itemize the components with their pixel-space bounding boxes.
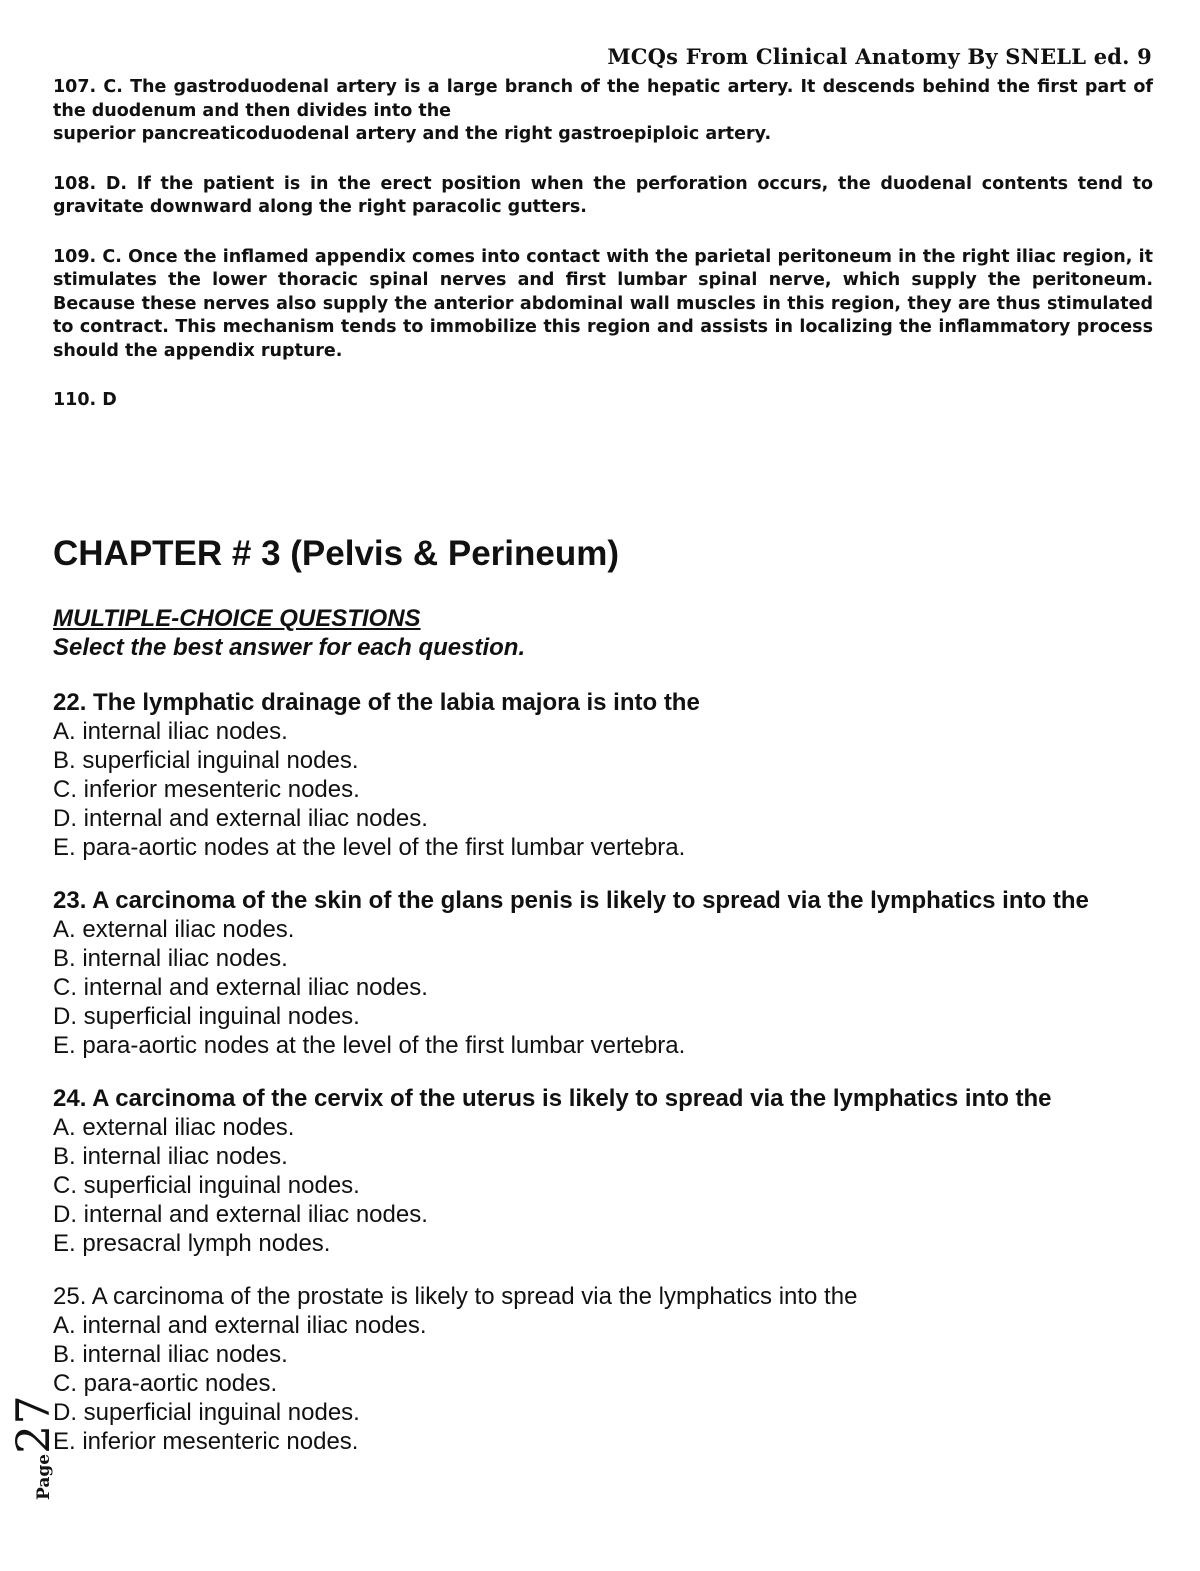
answer-108: 108. D. If the patient is in the erect position when the perforation occurs, the duodenal contents tend to gravitate downward along the right paracolic gutters. (53, 173, 1153, 217)
chapter-title: CHAPTER # 3 (Pelvis & Perineum) (53, 534, 619, 573)
option-b: B. superficial inguinal nodes. (53, 747, 359, 774)
option-e: E. para-aortic nodes at the level of the first lumbar vertebra. (53, 1032, 686, 1059)
question-24 (53, 1084, 1163, 1258)
option-a: A. external iliac nodes. (53, 916, 295, 943)
option-d: D. superficial inguinal nodes. (53, 1003, 360, 1030)
page-number: 27 (6, 1395, 60, 1454)
option-a: A. internal iliac nodes. (53, 718, 288, 745)
mcq-heading: MULTIPLE-CHOICE QUESTIONS (53, 605, 421, 632)
option-c: C. inferior mesenteric nodes. (53, 776, 360, 803)
mcq-heading-block (53, 604, 525, 662)
option-e: E. inferior mesenteric nodes. (53, 1428, 359, 1455)
question-stem: 24. A carcinoma of the cervix of the uterus is likely to spread via the lymphatics into the (53, 1085, 1052, 1112)
option-d: D. internal and external iliac nodes. (53, 805, 428, 832)
option-e: E. para-aortic nodes at the level of the first lumbar vertebra. (53, 834, 686, 861)
running-header: MCQs From Clinical Anatomy By SNELL ed. 9 (607, 44, 1152, 69)
answer-109: 109. C. Once the inflamed appendix comes into contact with the parietal peritoneum in the right iliac region, it stimulates the lower thoracic spinal nerves and first lumbar spinal nerve, which supply the peritoneum. Because these nerves also supply the anterior abdominal wall muscles in this region, they are thus stimulated to contract. This mechanism tends to immobilize this region and assists in localizing the inflammatory process should the appendix rupture. (53, 246, 1153, 361)
answer-text-continued: superior pancreaticoduodenal artery and the right gastroepiploic artery. (53, 124, 772, 144)
question-list (53, 688, 1163, 1480)
question-23 (53, 886, 1163, 1060)
option-b: B. internal iliac nodes. (53, 1341, 288, 1368)
option-c: C. para-aortic nodes. (53, 1370, 278, 1397)
option-a: A. external iliac nodes. (53, 1114, 295, 1141)
option-d: D. internal and external iliac nodes. (53, 1201, 428, 1228)
question-25 (53, 1282, 1163, 1456)
option-e: E. presacral lymph nodes. (53, 1230, 331, 1257)
question-22 (53, 688, 1163, 862)
question-stem: 23. A carcinoma of the skin of the glans penis is likely to spread via the lymphatics into the (53, 887, 1089, 914)
answer-text: 107. C. The gastroduodenal artery is a large branch of the hepatic artery. It descends behind the first part of the duodenum and then divides into the (53, 77, 1153, 121)
answer-explanations (53, 76, 1153, 439)
option-b: B. internal iliac nodes. (53, 1143, 288, 1170)
answer-110: 110. D (53, 390, 117, 410)
option-a: A. internal and external iliac nodes. (53, 1312, 427, 1339)
option-c: C. superficial inguinal nodes. (53, 1172, 360, 1199)
option-c: C. internal and external iliac nodes. (53, 974, 428, 1001)
option-b: B. internal iliac nodes. (53, 945, 288, 972)
option-d: D. superficial inguinal nodes. (53, 1399, 360, 1426)
mcq-instruction: Select the best answer for each question. (53, 634, 526, 661)
page-word: Page (34, 1453, 54, 1500)
page-number-label (6, 1395, 60, 1510)
answer-107 (53, 76, 1153, 147)
question-stem: 25. A carcinoma of the prostate is likely to spread via the lymphatics into the (53, 1283, 858, 1310)
question-stem: 22. The lymphatic drainage of the labia majora is into the (53, 689, 700, 716)
page-number-rotated (6, 1395, 60, 1500)
